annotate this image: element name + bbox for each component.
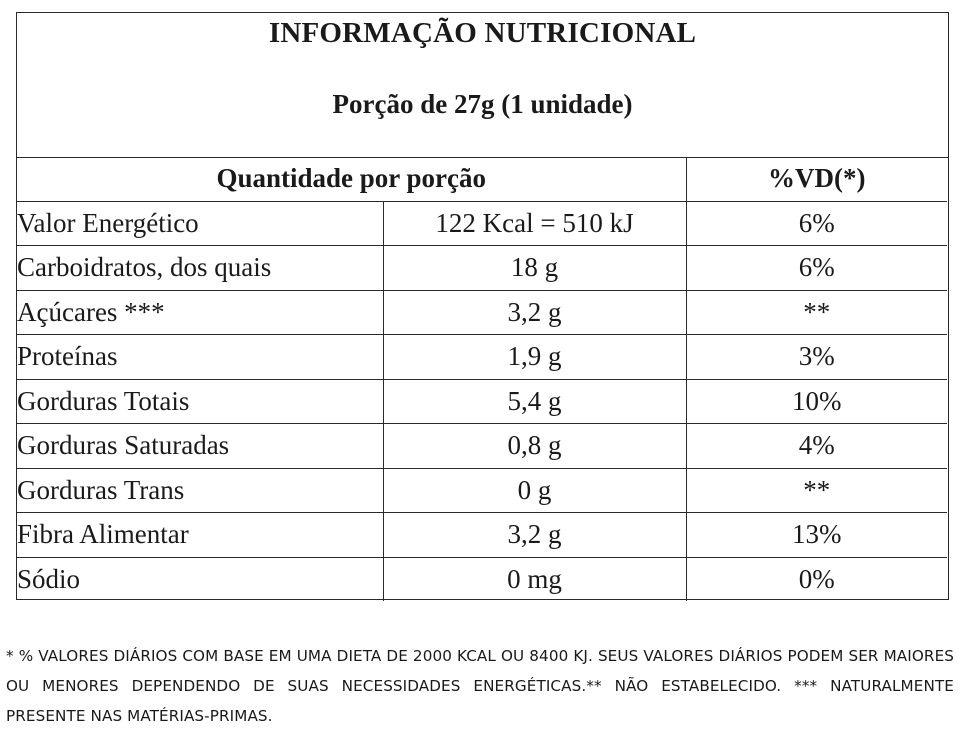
nutrient-daily-value: 6% — [686, 246, 947, 291]
nutrient-daily-value: 3% — [686, 335, 947, 380]
nutrient-amount: 0 g — [383, 468, 686, 513]
nutrient-amount: 18 g — [383, 246, 686, 291]
table-header-row — [17, 157, 947, 201]
nutrition-title: INFORMAÇÃO NUTRICIONAL — [268, 17, 697, 49]
nutrient-name: Proteínas — [17, 335, 383, 380]
nutrient-name: Gorduras Totais — [17, 379, 383, 424]
nutrient-daily-value: 10% — [686, 379, 947, 424]
table-row — [17, 513, 947, 558]
nutrition-header — [17, 13, 948, 158]
nutrition-table — [17, 157, 947, 601]
table-row — [17, 379, 947, 424]
nutrient-amount: 122 Kcal = 510 kJ — [383, 201, 686, 246]
table-row — [17, 290, 947, 335]
table-row — [17, 424, 947, 469]
nutrient-amount: 0,8 g — [383, 424, 686, 469]
quantity-per-serving-header: Quantidade por porção — [17, 157, 686, 201]
table-row — [17, 557, 947, 601]
nutrient-amount: 0 mg — [383, 557, 686, 601]
nutrient-daily-value: ** — [686, 468, 947, 513]
nutrition-facts-panel — [16, 12, 949, 600]
nutrient-daily-value: 6% — [686, 201, 947, 246]
nutrient-name: Sódio — [17, 557, 383, 601]
nutrient-amount: 1,9 g — [383, 335, 686, 380]
nutrient-daily-value: 0% — [686, 557, 947, 601]
nutrient-amount: 5,4 g — [383, 379, 686, 424]
nutrient-name: Carboidratos, dos quais — [17, 246, 383, 291]
footnote: * % VALORES DIÁRIOS COM BASE EM UMA DIETA DE 2000 KCAL OU 8400 KJ. SEUS VALORES DIÁRIOS PODEM SER MAIORES OU MENORES DEPENDENDO DE SUAS NECESSIDADES ENERGÉTICAS.** NÃO ESTABELECIDO. *** NATURALMENTE PRESENTE NAS MATÉRIAS-PRIMAS. — [6, 647, 954, 725]
table-row — [17, 201, 947, 246]
nutrient-name: Valor Energético — [17, 201, 383, 246]
table-row — [17, 335, 947, 380]
table-row — [17, 468, 947, 513]
nutrient-name: Gorduras Trans — [17, 468, 383, 513]
nutrient-name: Açúcares *** — [17, 290, 383, 335]
nutrient-amount: 3,2 g — [383, 290, 686, 335]
nutrient-name: Gorduras Saturadas — [17, 424, 383, 469]
table-row — [17, 246, 947, 291]
daily-value-header: %VD(*) — [686, 157, 947, 201]
nutrient-daily-value: 4% — [686, 424, 947, 469]
nutrient-name: Fibra Alimentar — [17, 513, 383, 558]
nutrient-daily-value: 13% — [686, 513, 947, 558]
nutrient-amount: 3,2 g — [383, 513, 686, 558]
serving-size: Porção de 27g (1 unidade) — [332, 89, 633, 119]
nutrient-daily-value: ** — [686, 290, 947, 335]
